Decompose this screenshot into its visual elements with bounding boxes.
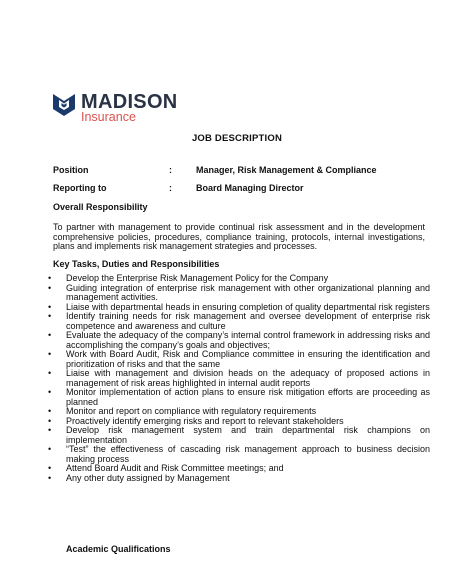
field-label: Reporting to [53, 183, 107, 193]
madison-logo-icon [51, 91, 77, 117]
list-item: • Work with Board Audit, Risk and Compliance committee in ensuring the identification and prioritization of risks and that the same [46, 350, 430, 369]
list-item: • Liaise with departmental heads in ensuring completion of quality departmental risk registers [46, 303, 430, 313]
field-value: Board Managing Director [196, 183, 304, 193]
list-item: • Identify training needs for risk management and oversee development of enterprise risk competence and awareness and culture [46, 312, 430, 331]
list-item: • Monitor and report on compliance with regulatory requirements [46, 407, 430, 417]
list-item: • Liaise with management and division heads on the adequacy of proposed actions in management of risk areas highlighted in internal audit reports [46, 369, 430, 388]
overall-heading: Overall Responsibility [53, 202, 148, 212]
logo-subtitle: Insurance [81, 110, 136, 124]
logo-name: MADISON [81, 91, 178, 113]
tasks-heading: Key Tasks, Duties and Responsibilities [53, 259, 220, 269]
field-value: Manager, Risk Management & Compliance [196, 165, 377, 175]
field-colon: : [169, 165, 172, 175]
list-item: • Guiding integration of enterprise risk management with other organizational planning and management activities. [46, 284, 430, 303]
field-colon: : [169, 183, 172, 193]
document-title: JOB DESCRIPTION [191, 133, 283, 144]
list-item: • Develop the Enterprise Risk Management Policy for the Company [46, 274, 430, 284]
field-label: Position [53, 165, 89, 175]
list-item: • Proactively identify emerging risks and report to relevant stakeholders [46, 417, 430, 427]
overall-text: To partner with management to provide continual risk assessment and in the development comprehensive policies, procedures, compliance training, protocols, internal investigations, plans and implements risk management strategies and processes. [53, 222, 425, 251]
list-item: • Evaluate the adequacy of the company’s internal control framework in addressing risks and accomplishing the company’s goals and objectives; [46, 331, 430, 350]
task-list [46, 274, 430, 483]
list-item: • “Test” the effectiveness of cascading risk management approach to business decision making process [46, 445, 430, 464]
list-item: • Attend Board Audit and Risk Committee meetings; and [46, 464, 430, 474]
list-item: • Any other duty assigned by Management [46, 474, 430, 484]
academic-heading: Academic Qualifications [66, 544, 171, 554]
list-item: • Monitor implementation of action plans to ensure risk mitigation efforts are proceeding as planned [46, 388, 430, 407]
list-item: • Develop risk management system and train departmental risk champions on implementation [46, 426, 430, 445]
